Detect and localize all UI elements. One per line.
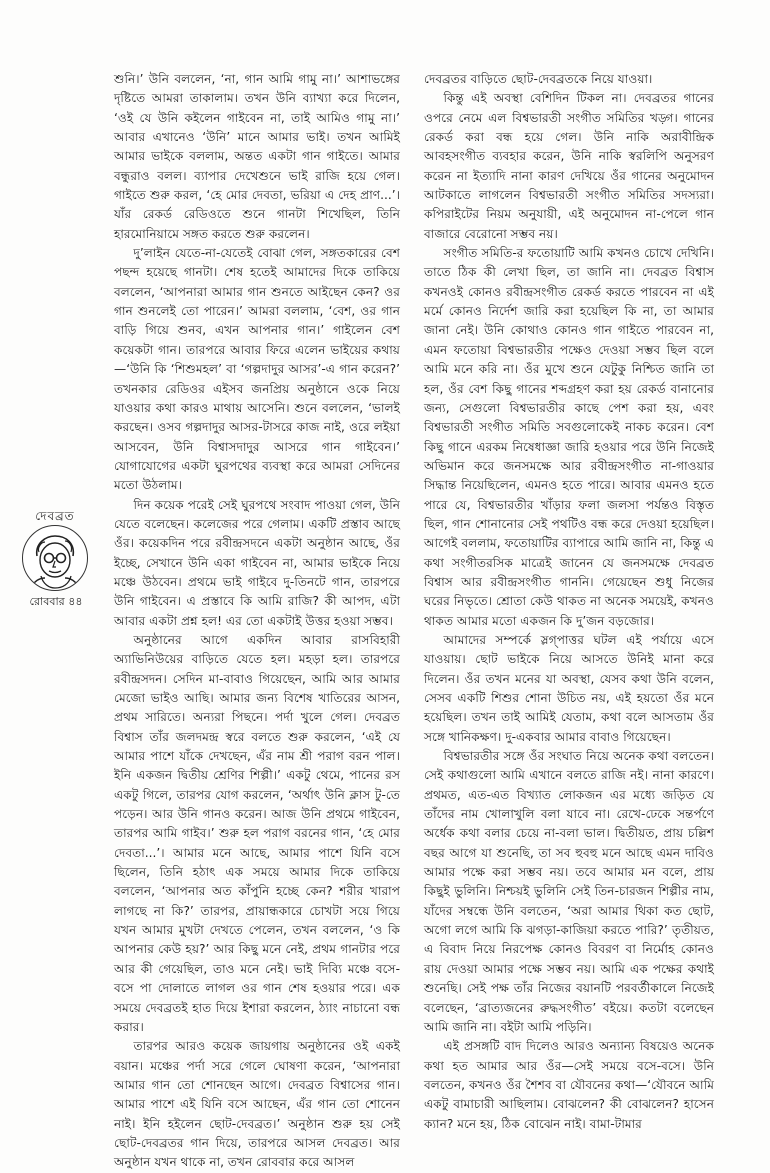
page-number-label: রোববার ৪৪ (29, 595, 83, 608)
portrait-illustration (22, 525, 88, 591)
portrait-sketch-icon (23, 526, 87, 590)
paragraph: আমাদের সম্পর্কে স্লগ্‌পাত্তর ঘটল এই পর্যায়ে এসে যাওয়ায়। ছোট ভাইকে নিয়ে আসতে উনিই মানা করে দিলেন। ওঁর তখন মনের যা অবস্থা, যেসব কথা উনি বলেন, সেসব একটি শিশুর শোনা উচিত নয়, এই হয়তো ওঁর মনে হয়েছিল। তখন তাই আমিই যেতাম, কথা বলে আসতাম ওঁর সঙ্গে খানিকক্ষণ। দু-একবার আমার বাবাও গিয়েছেন। (424, 632, 714, 744)
paragraph: তারপর আরও কয়েক জায়গায় অনুষ্ঠানের ওই একই বয়ান। মঞ্চের পর্দা সরে গেলে ঘোষণা করেন, ‘আপনারা আমার গান তো শোনছেন আগে। দেবব্রত বিশ্বাসের গান। আমার পাশে এই যিনি বসে আছেন, এঁর গান তো শোনেন নাই। ইনি হইলেন ছোট-দেবব্রত।’ অনুষ্ঠান শুরু হয় সেই ছোট-দেবব্রতর গান দিয়ে, তারপরে আসল দেবব্রত। আর অনুষ্ঠান যখন থাকে না, তখন রোববার করে আসল (114, 1039, 400, 1170)
article-column-left (114, 70, 400, 1173)
series-badge (8, 508, 100, 610)
article-column-right (424, 70, 714, 1134)
paragraph: শুনি।’ উনি বললেন, ‘না, গান আমি গামু না।’ আশাভঙ্গের দৃষ্টিতে আমরা তাকালাম। তখন উনি ব্যাখ্যা করে দিলেন, ‘ওই যে উনি কইলেন গাইবেন না, তাই আমিও গামু না।’ আবার এখানেও ‘উনি’ মানে আমার ভাই। তখন আমিই আমার ভাইকে বললাম, অন্তত একটা গান গাইতে। আমার বন্ধুরাও বলল। ব্যাপার দেখেশুনে ভাই রাজি হয়ে গেল। গাইতে শুরু করল, ‘হে মোর দেবতা, ভরিয়া এ দেহ প্রাণ...’। যাঁর রেকর্ড রেডিওতে শুনে গানটা শিখেছিল, তিনি হারমোনিয়ামে সঙ্গত করতে শুরু করলেন। (114, 72, 400, 241)
paragraph: দু’লাইন যেতে-না-যেতেই বোঝা গেল, সঙ্গতকারের বেশ পছন্দ হয়েছে গানটা। শেষ হতেই আমাদের দিকে তাকিয়ে বললেন, ‘আপনারা আমার গান শুনতে আইছেন কেন? ওর গান শুনলেই তো পারেন।’ আমরা বললাম, ‘বেশ, ওর গান বাড়ি গিয়ে শুনব, এখন আপনার গান।’ গাইলেন বেশ কয়েকটা গান। তারপরে আবার ফিরে এলেন ভাইয়ের কথায়—‘উনি কি ‘শিশুমহল’ বা ‘গল্পদাদুর আসর’-এ গান করেন?’ তখনকার রেডিওর এইসব জনপ্রিয় অনুষ্ঠানে ওকে নিয়ে যাওয়ার কথা কারও মাথায় আসেনি। শুনে বললেন, ‘ভালই করছেন। ওসব গল্পদাদুর আসর-টাসরে কাজ নাই, ওরে লইয়া আসবেন, উনি বিশ্বাসদাদুর আসরে গান গাইবেন।’ যোগাযোগের একটা ঘুরপথের ব্যবস্থা করে আমরা সেদিনের মতো উঠলাম। (114, 246, 400, 493)
paragraph: বিশ্বভারতীর সঙ্গে ওঁর সংঘাত নিয়ে অনেক কথা বলতেন। সেই কথাগুলো আমি এখানে বলতে রাজি নই। নানা কারণে। প্রথমত, এত-এত বিখ্যাত লোকজন এর মধ্যে জড়িত যে তাঁদের নাম খোলাখুলি বলা যাবে না। রেখে-ঢেকে সন্তর্পণে অর্ধেক কথা বলার চেয়ে না-বলা ভাল। দ্বিতীয়ত, প্রায় চল্লিশ বছর আগে যা শুনেছি, তা সব হুবহু মনে আছে এমন দাবিও আমার পক্ষে করা সম্ভব নয়। তবে আমার মন বলে, প্রায় কিছুই ভুলিনি। নিশ্চয়ই ভুলিনি সেই তিন-চারজন শিল্পীর নাম, যাঁদের সম্বন্ধে উনি বলতেন, ‘অরা আমার থিকা কত ছোট, অগো লগে আমি কি ঝগড়া-কাজিয়া করতে পারি?’ তৃতীয়ত, এ বিবাদ নিয়ে নিরপেক্ষ কোনও বিবরণ বা নির্মোহ কোনও রায় দেওয়া আমার পক্ষে সম্ভব নয়। আমি এক পক্ষের কথাই শুনেছি। সেই পক্ষ তাঁর নিজের বয়ানটি পরবর্তীকালে নিজেই বলেছেন, ‘ব্রাত্যজনের রুদ্ধসংগীত’ বইয়ে। কতটা বলেছেন আমি জানি না। বইটা আমি পড়িনি। (424, 749, 714, 1034)
paragraph: দিন কয়েক পরেই সেই ঘুরপথে সংবাদ পাওয়া গেল, উনি যেতে বলেছেন। কলেজের পরে গেলাম। একটি প্রস্তাব আছে ওঁর। কয়েকদিন পরে রবীন্দ্রসদনে একটা অনুষ্ঠান আছে, ওঁর ইচ্ছে, সেখানে উনি একা গাইবেন না, আমার ভাইকে নিয়ে মঞ্চে উঠবেন। প্রথমে ভাই গাইবে দু-তিনটে গান, তারপরে উনি গাইবেন। এ প্রস্তাবে কি আমি রাজি? কী আপদ, এটা আবার একটা প্রশ্ন হল! এর তো একটাই উত্তর হওয়া সম্ভব। (114, 497, 400, 628)
series-title: দেবব্রত (35, 509, 75, 523)
paragraph: দেবব্রতর বাড়িতে ছোট-দেবব্রতকে নিয়ে যাওয়া। (424, 72, 653, 86)
paragraph: কিন্তু এই অবস্থা বেশিদিন টিকল না। দেবব্রতর গানের ওপরে নেমে এল বিশ্বভারতী সংগীত সমিতির খড়্গ। গানের রেকর্ড করা বন্ধ হয়ে গেল। উনি নাকি অরাবীন্দ্রিক আবহসংগীত ব্যবহার করেন, উনি নাকি স্বরলিপি অনুসরণ করেন না ইত্যাদি নানা কারণ দেখিয়ে ওঁর গানের অনুমোদন আটকাতে লাগলেন বিশ্বভারতী সংগীত সমিতির সদস্যরা। কপিরাইটের নিয়ম অনুযায়ী, এই অনুমোদন না-পেলে গান বাজারে বেরোনো সম্ভব নয়। (424, 91, 714, 241)
paragraph: সংগীত সমিতি-র ফতোয়াটি আমি কখনও চোখে দেখিনি। তাতে ঠিক কী লেখা ছিল, তা জানি না। দেবব্রত বিশ্বাস কখনওই কোনও রবীন্দ্রসংগীত রেকর্ড করতে পারবেন না এই মর্মে কোনও নির্দেশ জারি করা হয়েছিল কি না, তা আমার জানা নেই। উনি কোথাও কোনও গান গাইতে পারবেন না, এমন ফতোয়া বিশ্বভারতীর পক্ষেও দেওয়া সম্ভব ছিল বলে আমি মনে করি না। ওঁর মুখে শুনে যেটুকু নিশ্চিত জানি তা হল, ওঁর বেশ কিছু গানের শব্দগ্রহণ করা হয় রেকর্ড বানানোর জন্য, সেগুলো বিশ্বভারতীর কাছে পেশ করা হয়, এবং বিশ্বভারতী সংগীত সমিতি সবগুলোকেই নাকচ করেন। বেশ কিছু গানে এরকম নিষেধাজ্ঞা জারি হওয়ার পরে উনি নিজেই অভিমান করে জনসমক্ষে আর রবীন্দ্রসংগীত না-গাওয়ার সিদ্ধান্ত নিয়েছিলেন, এমনও হতে পারে। আবার এমনও হতে পারে যে, বিশ্বভারতীর খাঁড়ার ফলা জলসা পর্যন্তও বিস্তৃত ছিল, গান শোনানোর সেই পথটিও বন্ধ করে দেওয়া হয়েছিল। আগেই বললাম, ফতোয়াটির ব্যাপারে আমি জানি না, কিন্তু এ কথা সংগীতরসিক মাত্রেই জানেন যে জনসমক্ষে দেবব্রত বিশ্বাস আর রবীন্দ্রসংগীত গাননি। গেয়েছেন শুধু নিজের ঘরের নিভৃতে। শ্রোতা কেউ থাকত না অনেক সময়েই, কখনও থাকত আমার মতো একজন কি দু’জন বড়জোর। (424, 246, 714, 628)
paragraph: এই প্রসঙ্গটি বাদ দিলেও আরও অন্যান্য বিষয়েও অনেক কথা হত আমার আর ওঁর—সেই সময়ে বসে-বসে। উনি বলতেন, কখনও ওঁর শৈশব বা যৌবনের কথা—‘যৌবনে আমি একটু বামাচারী আছিলাম। বোঝলেন? কী বোঝলেন? হাসেন ক্যান? মনে হয়, ঠিক বোঝেন নাই। বামা-টামার (424, 1039, 714, 1131)
paragraph: অনুষ্ঠানের আগে একদিন আবার রাসবিহারী অ্যাভিনিউয়ের বাড়িতে যেতে হল। মহড়া হল। তারপরে রবীন্দ্রসদন। সেদিন মা-বাবাও গিয়েছেন, আমি আর আমার মেজো ভাইও আছি। আমার জন্য বিশেষ খাতিরের আসন, প্রথম সারিতে। অন্যরা পিছনে। পর্দা খুলে গেল। দেবব্রত বিশ্বাস তাঁর জলদমন্দ্র স্বরে বলতে শুরু করলেন, ‘এই যে আমার পাশে যাঁকে দেখছেন, এঁর নাম শ্রী পরাগ বরন পাল। ইনি একজন দ্বিতীয় শ্রেণির শিল্পী।’ একটু থেমে, পানের রস একটু গিলে, তারপর যোগ করলেন, ‘অর্থাৎ উনি ক্লাস টু-তে পড়েন। আর উনি গানও করেন। আজ উনি প্রথমে গাইবেন, তারপর আমি গাইব।’ শুরু হল পরাগ বরনের গান, ‘হে মোর দেবতা...’। আমার মনে আছে, আমার পাশে যিনি বসে ছিলেন, তিনি হঠাৎ এক সময়ে আমার দিকে তাকিয়ে বললেন, ‘আপনার অত কাঁপুনি হচ্ছে কেন? শরীর খারাপ লাগছে না কি?’ তারপর, প্রায়ান্ধকারে চোখটা সয়ে গিয়ে যখন আমার মুখটা দেখতে পেলেন, তখন বললেন, ‘ও কি আপনার কেউ হয়?’ আর কিছু মনে নেই, প্রথম গানটার পরে আর কী গেয়েছিল, তাও মনে নেই। ভাই দিব্যি মঞ্চে বসে-বসে পা দোলাতে লাগল ওর গান শেষ হওয়ার পরে। এক সময়ে দেবব্রতই হাত দিয়ে ইশারা করলেন, ঠ্যাং নাচানো বন্ধ করার। (114, 632, 400, 1034)
